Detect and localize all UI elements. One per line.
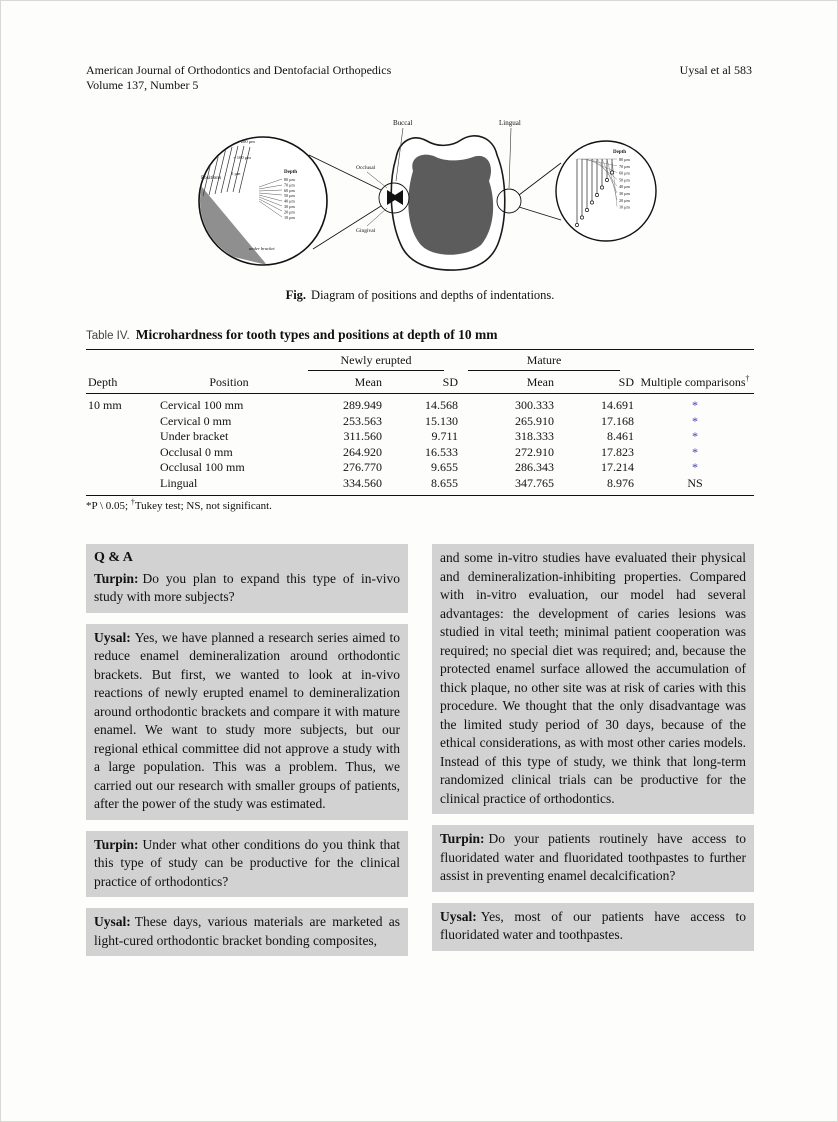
cell-m-mean: 265.910 (515, 413, 555, 428)
cell-m-sd: 8.461 (607, 429, 635, 443)
depth-20-right: 20 μm (619, 197, 630, 203)
speaker-name: Uysal: (94, 914, 131, 929)
table-group-header-row (86, 350, 754, 373)
col-m-sd: SD (556, 373, 636, 394)
cell-ne-sd: 9.711 (431, 429, 459, 443)
speaker-name: Turpin: (440, 831, 485, 846)
cell-ne-mean: 264.920 (343, 444, 382, 459)
table-footnote (86, 497, 272, 512)
depth-10-right: 10 μm (619, 204, 630, 210)
figure-caption-text: Diagram of positions and depths of indentations. (311, 288, 555, 302)
qa-heading: Q & A (94, 550, 133, 565)
col-position: Position (158, 373, 300, 394)
table-title: Microhardness for tooth types and positions at depth of 10 mm (135, 327, 498, 342)
qa-right-column (432, 544, 754, 967)
col-m-mean: Mean (460, 373, 556, 394)
footnote-tests: Tukey test; NS, not significant. (134, 500, 272, 512)
cell-m-mean: 318.333 (515, 429, 555, 443)
qa-paragraph (440, 830, 746, 886)
table-label: Table IV. (86, 330, 130, 342)
qa-block (432, 903, 754, 951)
depth-label-left: Depth (284, 170, 298, 175)
journal-name: American Journal of Orthodontics and Dentofacial Orthopedics (86, 63, 392, 77)
dagger-icon: † (745, 373, 750, 383)
group-newly-erupted: Newly erupted (308, 354, 444, 371)
cell-ne-mean: 276.770 (343, 460, 382, 474)
cell-ne-mean: 311.560 (343, 429, 382, 443)
depth-label-right: Depth (613, 150, 627, 155)
depth-10-left: 10 μm (284, 214, 295, 220)
qa-paragraph (440, 908, 746, 945)
figure-diagram (151, 113, 711, 288)
depth-50-left: 50 μm (284, 193, 295, 199)
cell-comparison: * (692, 460, 699, 474)
occlusal-label: Occlusal (356, 165, 376, 171)
cell-position: Under bracket (160, 429, 229, 443)
table-row (86, 476, 754, 496)
cell-depth: 10 mm (88, 398, 122, 412)
speaker-name: Uysal: (440, 908, 477, 924)
qa-block (86, 831, 408, 898)
cell-m-sd: 17.214 (601, 460, 635, 474)
cell-ne-mean: 289.949 (343, 398, 382, 412)
footnote-significance: *P \ 0.05; (86, 500, 131, 512)
pos-100-label: + 100 μm (233, 155, 251, 160)
qa-left-column (86, 544, 408, 967)
cell-comparison: * (692, 413, 699, 428)
qa-paragraph (94, 570, 400, 607)
col-comparisons: Multiple comparisons† (636, 373, 754, 394)
cell-ne-sd: 8.655 (431, 475, 459, 490)
depth-30-left: 30 μm (284, 204, 295, 209)
pos-0-label: 0 μm (231, 171, 241, 176)
positions-label: Positions (201, 175, 222, 181)
cell-comparison: NS (687, 475, 703, 490)
cell-m-mean: 272.910 (515, 444, 555, 459)
depth-20-left: 20 μm (284, 209, 295, 215)
cell-position: Occlusal 100 mm (160, 460, 245, 474)
table-row (86, 460, 754, 476)
journal-volume: Volume 137, Number 5 (86, 78, 199, 92)
cell-position: Cervical 0 mm (160, 413, 232, 428)
qa-text: These days, various materials are marketed as light-cured orthodontic bracket bonding composites, (94, 914, 400, 948)
cell-depth (86, 414, 158, 430)
dentin-region (408, 155, 493, 255)
pos-200-label: + 200 μm (237, 139, 255, 144)
qa-block (432, 544, 754, 814)
tooth-cross-section (356, 136, 521, 270)
cell-m-mean: 347.765 (515, 475, 555, 490)
qa-block (86, 908, 408, 956)
qa-text: Do your patients routinely have access to fluoridated water and fluoridated toothpastes to further assist in preventing enamel decalcification? (440, 831, 746, 883)
table-row (86, 414, 754, 430)
depth-40-left: 40 μm (284, 198, 295, 204)
cell-ne-mean: 253.563 (343, 413, 382, 428)
cell-m-mean: 300.333 (515, 398, 555, 412)
cell-ne-sd: 14.568 (425, 398, 459, 412)
dagger-icon: † (130, 497, 135, 507)
journal-header (86, 63, 391, 93)
running-head: Uysal et al 583 (679, 63, 752, 77)
table-heading (86, 327, 497, 343)
tooth-diagram-svg (151, 113, 711, 288)
cell-m-sd: 17.823 (601, 444, 635, 459)
qa-section (86, 544, 754, 967)
cell-depth (86, 476, 158, 496)
qa-block (86, 544, 408, 613)
cell-m-sd: 8.976 (607, 475, 635, 490)
col-ne-mean: Mean (300, 373, 384, 394)
under-bracket-label: under bracket (249, 246, 275, 251)
depth-60-right: 60 μm (619, 170, 630, 176)
qa-paragraph (94, 913, 400, 950)
depth-70-right: 70 μm (619, 163, 630, 169)
qa-paragraph (94, 836, 400, 892)
cell-depth (86, 429, 158, 445)
col-depth: Depth (86, 373, 158, 394)
table-row (86, 445, 754, 461)
left-zoom-circle (193, 137, 327, 265)
depth-50-right: 50 μm (619, 177, 630, 183)
buccal-label: Buccal (393, 119, 413, 127)
qa-text: Yes, we have planned a research series aimed to reduce enamel demineralization around orthodontic brackets. But first, we wanted to look at in-vivo reactions of newly erupted enamel to demineralization around orthodontic brackets and compare it with mature enamel. We want to study more subjects, but our regional ethical committee did not approve a study with a large population. This was a problem. Thus, we carried out our research with smaller groups of patients, after the power of the study was estimated. (94, 629, 400, 811)
cell-comparison: * (692, 398, 699, 412)
cell-depth (86, 445, 158, 461)
cell-m-sd: 14.691 (601, 398, 635, 412)
figure-caption-label: Fig. (285, 288, 307, 302)
depth-30-right: 30 μm (619, 191, 630, 196)
qa-text: Do you plan to expand this type of in-vivo study with more subjects? (94, 570, 400, 604)
qa-text: Yes, most of our patients have access to fluoridated water and toothpastes. (440, 908, 746, 942)
qa-text: and some in-vitro studies have evaluated their physical and demineralization-inhibiting properties. Compared with in-vitro evaluation, our model had several advantages: the development of caries lesions was studied in vital teeth; minimal patient cooperation was required; no special diet was required; and, because the protected enamel surface allowed the accumulation of thick plaque, no other site was at risk of caries with this procedure. We thought that the only disadvantage was the limited study period of 30 days, because of the ethical considerations, as with most other caries models. Instead of this type of study, we think that long-term randomized clinical trials can be productive for the clinical practice of orthodontics. (440, 550, 746, 806)
depth-40-right: 40 μm (619, 184, 630, 190)
cell-ne-mean: 334.560 (343, 475, 382, 490)
qa-block (432, 825, 754, 892)
figure-caption (86, 288, 754, 303)
cell-ne-sd: 15.130 (425, 413, 459, 428)
cell-position: Cervical 100 mm (160, 398, 244, 412)
table-row (86, 394, 754, 414)
qa-text: Under what other conditions do you think that this type of study can be productive for the clinical practice of orthodontics? (94, 836, 400, 889)
table-row (86, 429, 754, 445)
cell-depth (86, 460, 158, 476)
cell-position: Occlusal 0 mm (160, 444, 233, 459)
cell-position: Lingual (160, 475, 198, 490)
speaker-name: Turpin: (94, 836, 139, 852)
cell-comparison: * (692, 444, 699, 459)
qa-paragraph (440, 549, 746, 808)
group-mature: Mature (468, 354, 620, 371)
speaker-name: Turpin: (94, 570, 139, 586)
table-column-header-row (86, 373, 754, 394)
depth-70-left: 70 μm (284, 182, 295, 188)
cell-ne-sd: 9.655 (431, 460, 459, 474)
microhardness-table (86, 349, 754, 496)
col-ne-sd: SD (384, 373, 460, 394)
qa-block (86, 624, 408, 820)
qa-paragraph (94, 629, 400, 814)
cell-ne-sd: 16.533 (425, 444, 459, 459)
speaker-name: Uysal: (94, 629, 131, 645)
lingual-label: Lingual (499, 119, 521, 127)
depth-60-left: 60 μm (284, 187, 295, 193)
right-zoom-circle (556, 141, 656, 241)
cell-comparison: * (692, 429, 699, 443)
depth-80-right: 80 μm (619, 157, 630, 162)
depth-80-left: 80 μm (284, 177, 295, 182)
cell-m-sd: 17.168 (601, 413, 635, 428)
gingival-label: Gingival (356, 228, 376, 234)
cell-m-mean: 286.343 (515, 460, 555, 474)
